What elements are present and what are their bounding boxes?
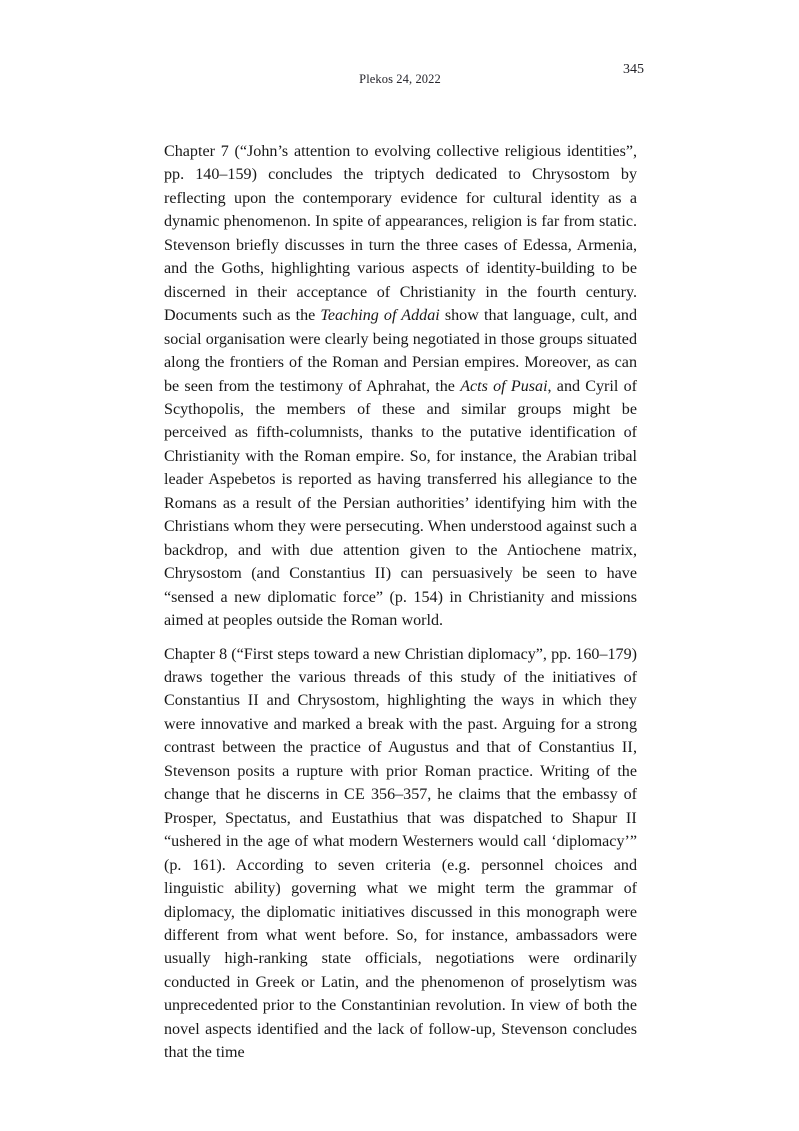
body-text-block [164, 140, 637, 1065]
italic-title: Teaching of Addai [320, 307, 440, 325]
small-caps-text: II [621, 739, 633, 757]
paragraph-chapter-8: Chapter 8 (“First steps toward a new Christian diplomacy”, pp. 160–179) draws together the various threads of this study of the initiatives of Constantius II and Chrysostom, highlighting the ways in which they were innovative and marked a break with the past. Arguing for a strong contrast between the practice of Augustus and that of Constantius II, Stevenson posits a rupture with prior Roman practice. Writing of the change that he discerns in CE 356–357, he claims that the embassy of Prosper, Spectatus, and Eustathius that was dispatched to Shapur II “ushered in the age of what modern Westerners would call ‘diplomacy’” (p. 161). According to seven criteria (e.g. personnel choices and linguistic ability) governing what we might term the grammar of diplomacy, the diplomatic initiatives discussed in this monograph were different from what went before. So, for instance, ambassadors were usually high-ranking state officials, negotiations were ordinarily conducted in Greek or Latin, and the phenomenon of proselytism was unprecedented prior to the Constantinian revolution. In view of both the novel aspects identified and the lack of follow-up, Stevenson concludes that the time [164, 645, 638, 1062]
small-caps-text: II [374, 565, 386, 583]
running-head-title: Plekos 24, 2022 [359, 72, 441, 86]
paragraph-chapter-7: Chapter 7 (“John’s attention to evolving collective religious identities”, pp. 140–159) concludes the triptych dedicated to Chrysostom by reflecting upon the contemporary evidence for cultural identity as a dynamic phenomenon. In spite of appearances, religion is far from static. Stevenson briefly discusses in turn the three cases of Edessa, Armenia, and the Goths, highlighting various aspects of identity-building to be discerned in their acceptance of Christianity in the fourth century. Documents such as the Teaching of Addai show that language, cult, and social organisation were clearly being negotiated in those groups situated along the frontiers of the Roman and Persian empires. Moreover, as can be seen from the testimony of Aphrahat, the Acts of Pusai, and Cyril of Scythopolis, the members of these and similar groups might be perceived as fifth-columnists, thanks to the putative identification of Christianity with the Roman empire. So, for instance, the Arabian tribal leader Aspebetos is reported as having transferred his allegiance to the Romans as a result of the Persian authorities’ identifying him with the Christians whom they were persecuting. When understood against such a backdrop, and with due attention given to the Antiochene matrix, Chrysostom (and Constantius II) can persuasively be seen to have “sensed a new diplomatic force” (p. 154) in Christianity and missions aimed at peoples outside the Roman world. [164, 143, 638, 630]
small-caps-text: CE [344, 786, 365, 804]
small-caps-text: II [625, 809, 637, 827]
small-caps-text: II [247, 692, 259, 710]
running-head [164, 62, 644, 90]
italic-title: Acts of Pusai [460, 377, 548, 395]
page-number: 345 [623, 62, 644, 77]
